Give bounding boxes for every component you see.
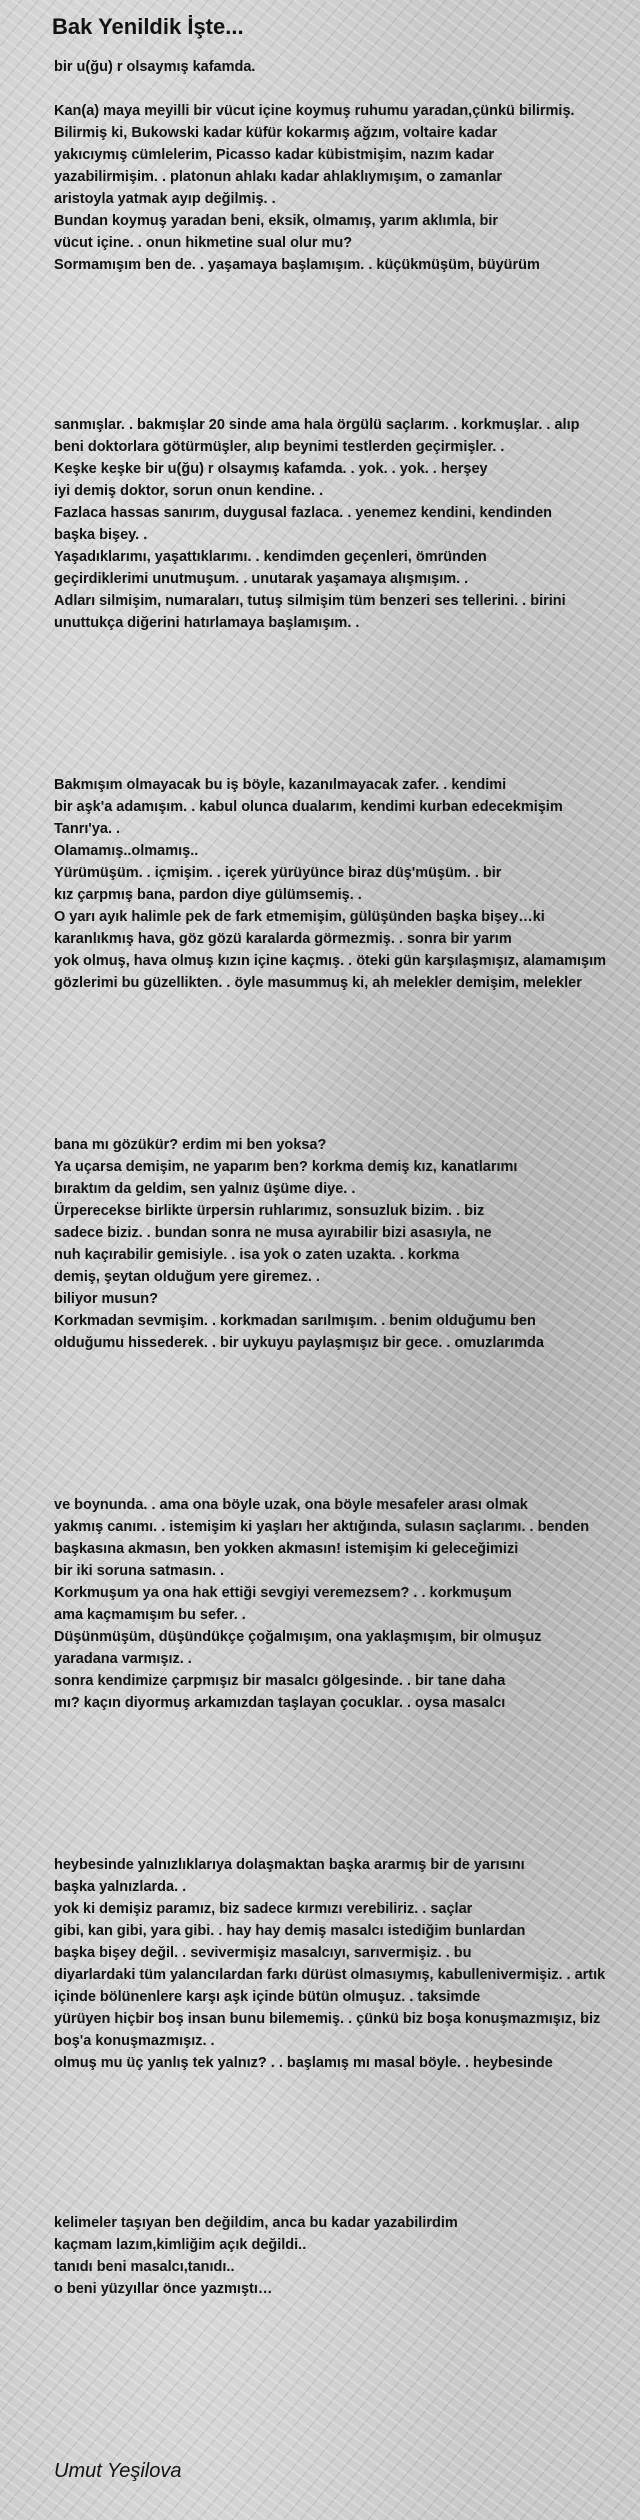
poem-line: yürüyen hiçbir boş insan bunu bilememiş. . çünkü biz boşa konuşmazmışız, biz: [54, 2011, 601, 2027]
stanza-7: [54, 2212, 640, 2300]
poem-line: yok ki demişiz paramız, biz sadece kırmızı verebiliriz. . saçlar: [54, 1901, 473, 1917]
poem-line: Bundan koymuş yaradan beni, eksik, olmamış, yarım aklımla, bir: [54, 213, 499, 229]
poem-line: olduğumu hissederek. . bir uykuyu paylaşmışız bir gece. . omuzlarımda: [54, 1335, 544, 1351]
poem-line: Kan(a) maya meyilli bir vücut içine koymuş ruhumu yaradan,çünkü bilirmiş.: [54, 103, 575, 119]
poem-line: bir u(ğu) r olsaymış kafamda.: [54, 59, 256, 75]
poem-line: Tanrı'ya. .: [54, 821, 121, 837]
poem-line: Olamamış..olmamış..: [54, 843, 199, 859]
poem-line: yazabilirmişim. . platonun ahlakı kadar ahlaklıymışım, o zamanlar: [54, 169, 503, 185]
poem-line: yaradana varmışız. .: [54, 1651, 192, 1667]
poem-line: heybesinde yalnızlıklarıya dolaşmaktan başka ararmış bir de yarısını: [54, 1857, 525, 1873]
poem-line: ama kaçmamışım bu sefer. .: [54, 1607, 246, 1623]
poem-line: Sormamışım ben de. . yaşamaya başlamışım. . küçükmüşüm, büyürüm: [54, 257, 540, 273]
poem-line: sanmışlar. . bakmışlar 20 sinde ama hala örgülü saçlarım. . korkmuşlar. . alıp: [54, 417, 580, 433]
poem-line: kaçmam lazım,kimliğim açık değildi..: [54, 2237, 307, 2253]
poem-title: Bak Yenildik İşte...: [52, 14, 244, 39]
poem-line: biliyor musun?: [54, 1291, 158, 1307]
poem-line: unuttukça diğerini hatırlamaya başlamışım. .: [54, 615, 360, 631]
poem-line: Ürperecekse birlikte ürpersin ruhlarımız, sonsuzluk bizim. . biz: [54, 1203, 485, 1219]
poem-line: nuh kaçırabilir gemisiyle. . isa yok o zaten uzakta. . korkma: [54, 1247, 460, 1263]
poem-line: Ya uçarsa demişim, ne yaparım ben? korkma demiş kız, kanatlarımı: [54, 1159, 518, 1175]
poem-line: başka yalnızlarda. .: [54, 1879, 187, 1895]
poem-line: Fazlaca hassas sanırım, duygusal fazlaca. . yenemez kendini, kendinden: [54, 505, 553, 521]
poem-line: başka bişey değil. . sevivermişiz masalcıyı, sarıvermişiz. . bu: [54, 1945, 472, 1961]
poem-line: bıraktım da geldim, sen yalnız üşüme diye. .: [54, 1181, 356, 1197]
poem-line: Bakmışım olmayacak bu iş böyle, kazanılmayacak zafer. . kendimi: [54, 777, 507, 793]
poem-line: başkasına akmasın, ben yokken akmasın! istemişim ki geleceğimizi: [54, 1541, 519, 1557]
poem-line: Yürümüşüm. . içmişim. . içerek yürüyünce biraz düş'müşüm. . bir: [54, 865, 502, 881]
poem-line: başka bişey. .: [54, 527, 148, 543]
poem-line: aristoyla yatmak ayıp değilmiş. .: [54, 191, 276, 207]
stanza-2: [54, 414, 640, 634]
poem-line: O yarı ayık halimle pek de fark etmemişim, gülüşünden başka bişey…ki: [54, 909, 545, 925]
poem-line: bir aşk'a adamışım. . kabul olunca dualarım, kendimi kurban edecekmişim: [54, 799, 563, 815]
poem-line: gibi, kan gibi, yara gibi. . hay hay demiş masalcı istediğim bunlardan: [54, 1923, 526, 1939]
poem-line: sadece biziz. . bundan sonra ne musa ayırabilir bizi asasıyla, ne: [54, 1225, 492, 1241]
poem-line: Korkmuşum ya ona hak ettiği sevgiyi veremezsem? . . korkmuşum: [54, 1585, 512, 1601]
poem-line: olmuş mu üç yanlış tek yalnız? . . başlamış mı masal böyle. . heybesinde: [54, 2055, 553, 2071]
poem-line: bana mı gözükür? erdim mi ben yoksa?: [54, 1137, 327, 1153]
poem-line: bir iki soruna satmasın. .: [54, 1563, 225, 1579]
poem-line: karanlıkmış hava, göz gözü karalarda görmezmiş. . sonra bir yarım: [54, 931, 512, 947]
poem-line: sonra kendimize çarpmışız bir masalcı gölgesinde. . bir tane daha: [54, 1673, 506, 1689]
poem-line: beni doktorlara götürmüşler, alıp beynimi testlerden geçirmişler. .: [54, 439, 505, 455]
poem-line: Yaşadıklarımı, yaşattıklarımı. . kendimden geçenleri, ömründen: [54, 549, 487, 565]
poem-line: iyi demiş doktor, sorun onun kendine. .: [54, 483, 324, 499]
poem-line: Bilirmiş ki, Bukowski kadar küfür kokarmış ağzım, voltaire kadar: [54, 125, 498, 141]
poem-line: yok olmuş, hava olmuş kızın içine kaçmış. . öteki gün karşılaşmışız, alamamışım: [54, 953, 607, 969]
stanza-4: [54, 1134, 640, 1354]
poem-line: kelimeler taşıyan ben değildim, anca bu kadar yazabilirdim: [54, 2215, 458, 2231]
poem-line: yakıcıymış cümlelerim, Picasso kadar kübistmişim, nazım kadar: [54, 147, 495, 163]
poem-line: içinde bölünenlere karşı aşk içinde bütün olmuşuz. . taksimde: [54, 1989, 481, 2005]
stanza-1: [54, 56, 640, 276]
poem-line: demiş, şeytan olduğum yere giremez. .: [54, 1269, 320, 1285]
stanza-3: [54, 774, 640, 994]
poem-line: Korkmadan sevmişim. . korkmadan sarılmışım. . benim olduğumu ben: [54, 1313, 536, 1329]
poem-line: vücut içine. . onun hikmetine sual olur mu?: [54, 235, 353, 251]
poem-line: o beni yüzyıllar önce yazmıştı…: [54, 2281, 273, 2297]
poem-line: ve boynunda. . ama ona böyle uzak, ona böyle mesafeler arası olmak: [54, 1497, 528, 1513]
poem-line: yakmış canımı. . istemişim ki yaşları her aktığında, sulasın saçlarımı. . benden: [54, 1519, 590, 1535]
poem-line: Adları silmişim, numaraları, tutuş silmişim tüm benzeri ses tellerini. . birini: [54, 593, 566, 609]
poem-line: geçirdiklerimi unutmuşum. . unutarak yaşamaya alışmışım. .: [54, 571, 469, 587]
stanza-5: [54, 1494, 640, 1714]
poem-line: gözlerimi bu güzellikten. . öyle masummuş ki, ah melekler demişim, melekler: [54, 975, 582, 991]
poem-line: [54, 78, 640, 100]
poem-line: kız çarpmış bana, pardon diye gülümsemiş. .: [54, 887, 362, 903]
poem-line: boş'a konuşmazmışız. .: [54, 2033, 215, 2049]
poem-line: Düşünmüşüm, düşündükçe çoğalmışım, ona yaklaşmışım, bir olmuşuz: [54, 1629, 542, 1645]
stanza-6: [54, 1854, 640, 2074]
poem-line: mı? kaçın diyormuş arkamızdan taşlayan çocuklar. . oysa masalcı: [54, 1695, 506, 1711]
poem-line: tanıdı beni masalcı,tanıdı..: [54, 2259, 235, 2275]
poem-line: diyarlardaki tüm yalancılardan farkı dürüst olmasıymış, kabullenivermişiz. . artık: [54, 1967, 606, 1983]
poem-line: Keşke keşke bir u(ğu) r olsaymış kafamda. . yok. . yok. . herşey: [54, 461, 488, 477]
poem-author: Umut Yeşilova: [54, 2460, 182, 2482]
